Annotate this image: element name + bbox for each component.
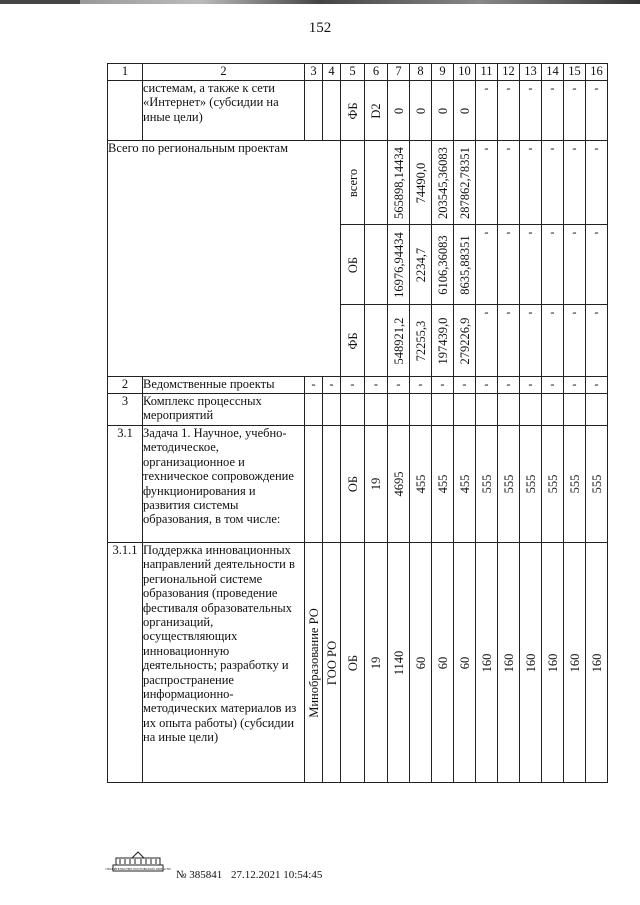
column-header-row (108, 64, 608, 81)
dash-cell: - (586, 225, 608, 305)
budget-table (107, 63, 608, 783)
budget-code: 19 (368, 656, 383, 669)
cell-value: 555 (479, 474, 494, 494)
row-number: 3 (108, 394, 143, 426)
budget-source: ОБ (345, 475, 360, 493)
cell-value: 0 (457, 107, 472, 114)
row-text: Ведомственные проекты (143, 377, 305, 394)
dash-cell: - (498, 81, 520, 141)
dash-cell: - (586, 81, 608, 141)
row-text: Поддержка инновационных направлений деятельности в региональной системе образования (проведение фестиваля образовательных организаций, осуществляющих инновационную деятельность; разработку и распространение информационно-методических материалов из их опыта работы) (субсидии на иные цели) (143, 543, 305, 783)
dash-cell: - (564, 141, 586, 225)
col-header: 4 (323, 64, 341, 81)
cell-value: 4695 (391, 471, 406, 497)
row-number: 2 (108, 377, 143, 394)
budget-code: D2 (368, 102, 383, 119)
row-number: 3.1.1 (108, 543, 143, 783)
dash-cell: - (476, 81, 498, 141)
document-number: № 385841 (176, 869, 223, 881)
page-number: 152 (308, 20, 332, 36)
cell-value: 72255,3 (413, 320, 428, 361)
cell-value: 60 (457, 656, 472, 669)
government-stamp-icon (105, 851, 171, 873)
budget-source: всего (345, 168, 360, 197)
row-text: Задача 1. Научное, учебно-методическое, организационное и техническое сопровождение функционирования и развития системы образования, в том числе: (143, 426, 305, 543)
col-header: 3 (305, 64, 323, 81)
cell-value: 60 (413, 656, 428, 669)
budget-source: ОБ (345, 654, 360, 671)
col-header: 15 (564, 64, 586, 81)
responsible-executor: Минобразование РО (306, 607, 321, 718)
dash-cell: - (520, 81, 542, 141)
cell-value: 60 (435, 656, 450, 669)
cell-value: 455 (435, 474, 450, 494)
col-header: 9 (432, 64, 454, 81)
dash-cell: - (454, 377, 476, 394)
col-header: 12 (498, 64, 520, 81)
dash-cell: - (542, 305, 564, 377)
cell-value: 555 (501, 474, 516, 494)
cell-value: 555 (523, 474, 538, 494)
row-text: системам, а также к сети «Интернет» (субсидии на иные цели) (143, 81, 305, 141)
dash-cell: - (305, 377, 323, 394)
total-label: Всего по региональным проектам (108, 141, 341, 377)
table-row (108, 377, 608, 394)
cell-value: 160 (501, 653, 516, 672)
cell-value: 548921,2 (391, 317, 406, 364)
dash-cell: - (498, 141, 520, 225)
dash-cell: - (564, 305, 586, 377)
table-row (108, 394, 608, 426)
col-header: 1 (108, 64, 143, 81)
cell-value: 455 (413, 474, 428, 494)
col-header: 7 (388, 64, 410, 81)
co-executor: ГОО РО (324, 640, 339, 685)
dash-cell: - (341, 377, 365, 394)
table-row (108, 141, 608, 225)
col-header: 16 (586, 64, 608, 81)
dash-cell: - (476, 377, 498, 394)
table-row (108, 543, 608, 783)
cell-value: 74490,0 (413, 162, 428, 203)
dash-cell: - (365, 377, 388, 394)
registration-datetime: 27.12.2021 10:54:45 (231, 869, 323, 881)
dash-cell: - (476, 141, 498, 225)
col-header: 14 (542, 64, 564, 81)
budget-source: ФБ (345, 101, 360, 120)
cell-value: 160 (589, 653, 604, 672)
dash-cell: - (586, 305, 608, 377)
dash-cell: - (432, 377, 454, 394)
cell-value: 555 (567, 474, 582, 494)
table-row (108, 81, 608, 141)
dash-cell: - (542, 225, 564, 305)
table-row (108, 426, 608, 543)
cell-value: 287862,78351 (457, 146, 472, 219)
cell-value: 0 (435, 107, 450, 114)
cell-value: 1140 (391, 650, 406, 675)
dash-cell: - (476, 225, 498, 305)
budget-source: ОБ (345, 256, 360, 273)
dash-cell: - (410, 377, 432, 394)
cell-value: 565898,14434 (391, 146, 406, 219)
col-header: 13 (520, 64, 542, 81)
cell-value: 197439,0 (435, 317, 450, 364)
dash-cell: - (520, 377, 542, 394)
cell-value: 555 (545, 474, 560, 494)
cell-value: 8635,88351 (457, 234, 472, 295)
dash-cell: - (564, 81, 586, 141)
cell-value: 160 (567, 653, 582, 672)
dash-cell: - (564, 377, 586, 394)
registration-stamp (176, 869, 322, 881)
col-header: 11 (476, 64, 498, 81)
dash-cell: - (498, 225, 520, 305)
dash-cell: - (586, 141, 608, 225)
col-header: 8 (410, 64, 432, 81)
svg-text:ПРАВИТЕЛЬСТВО РОСТОВСКОЙ ОБЛАС: ПРАВИТЕЛЬСТВО РОСТОВСКОЙ ОБЛАСТИ (105, 867, 171, 871)
cell-value: 160 (545, 653, 560, 672)
cell-value: 0 (391, 107, 406, 114)
cell-value: 160 (479, 653, 494, 672)
dash-cell: - (520, 305, 542, 377)
budget-source: ФБ (345, 331, 360, 350)
col-header: 10 (454, 64, 476, 81)
cell-value: 2234,7 (413, 247, 428, 282)
dash-cell: - (586, 377, 608, 394)
scan-edge (0, 0, 640, 4)
row-text: Комплекс процессных мероприятий (143, 394, 305, 426)
dash-cell: - (542, 141, 564, 225)
cell-value: 160 (523, 653, 538, 672)
row-number: 3.1 (108, 426, 143, 543)
dash-cell: - (564, 225, 586, 305)
col-header: 6 (365, 64, 388, 81)
dash-cell: - (388, 377, 410, 394)
cell-value: 0 (413, 107, 428, 114)
dash-cell: - (520, 141, 542, 225)
col-header: 2 (143, 64, 305, 81)
dash-cell: - (498, 377, 520, 394)
dash-cell: - (542, 81, 564, 141)
cell-value: 555 (589, 474, 604, 494)
dash-cell: - (498, 305, 520, 377)
cell-value: 455 (457, 474, 472, 494)
budget-code: 19 (368, 477, 383, 491)
dash-cell: - (323, 377, 341, 394)
cell-value: 279226,9 (457, 317, 472, 364)
cell-value: 203545,36083 (435, 146, 450, 219)
dash-cell: - (542, 377, 564, 394)
cell-value: 6106,36083 (435, 234, 450, 295)
dash-cell: - (520, 225, 542, 305)
dash-cell: - (476, 305, 498, 377)
cell-value: 16976,94434 (391, 231, 406, 298)
col-header: 5 (341, 64, 365, 81)
